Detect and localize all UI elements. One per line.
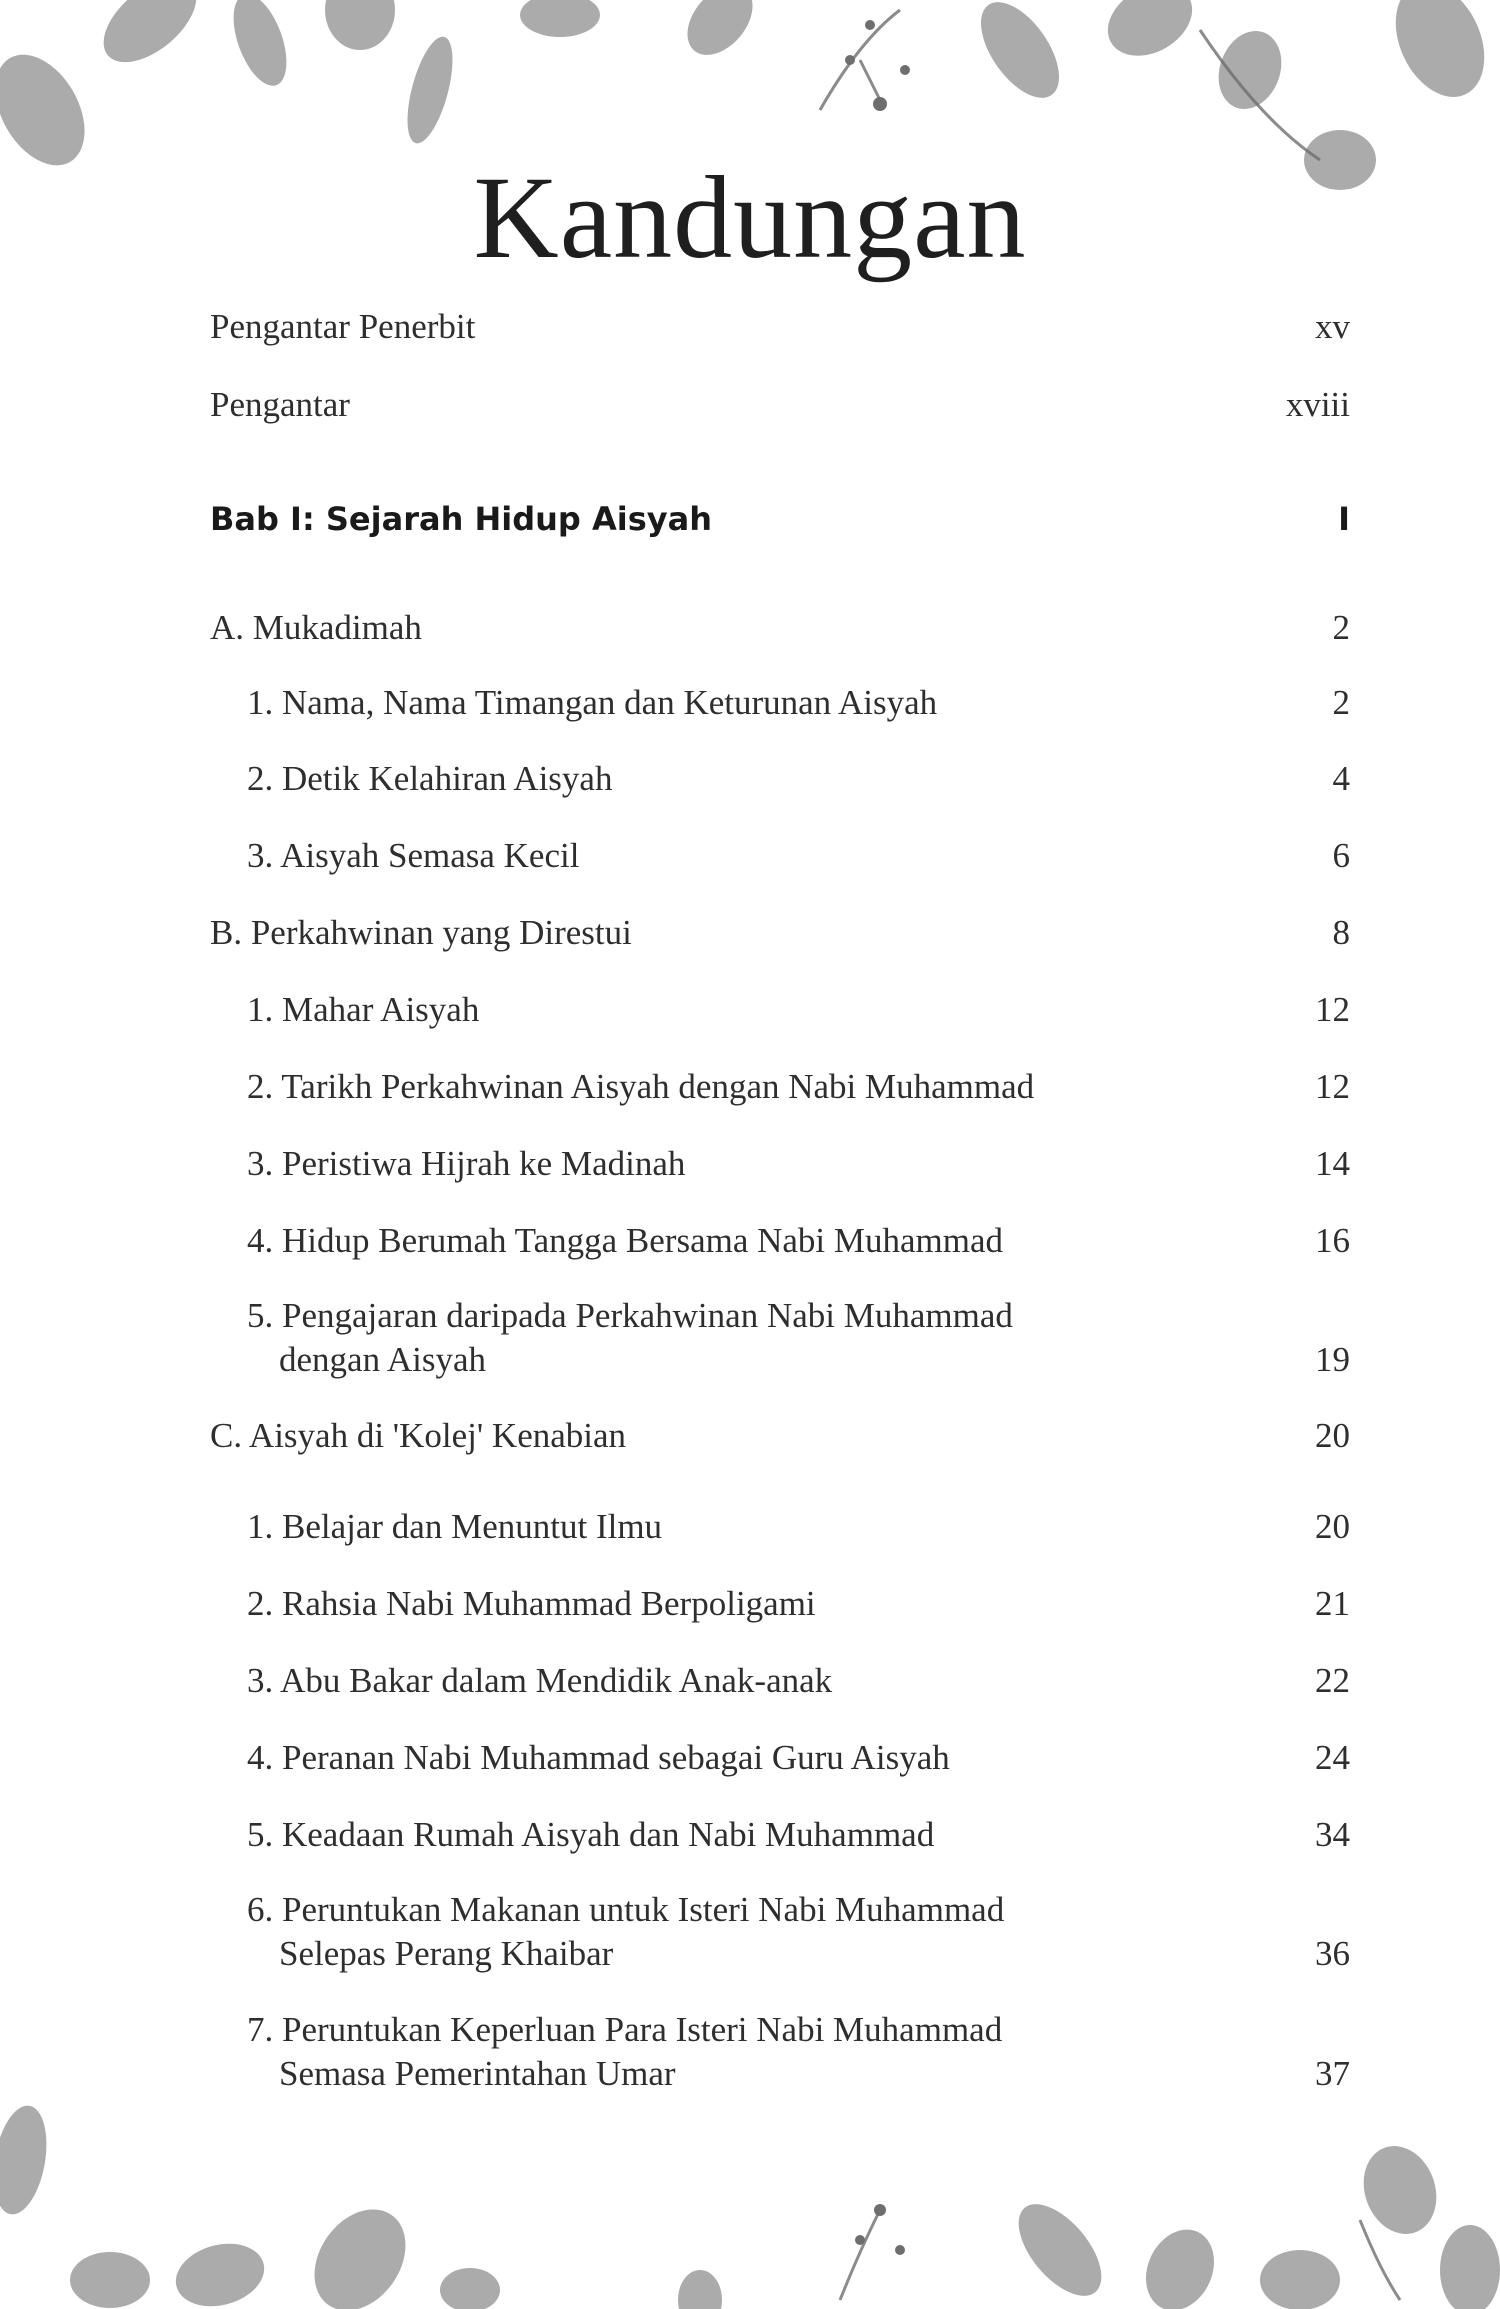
toc-entry-label: A. Mukadimah bbox=[210, 608, 422, 647]
chapter-title: Bab I: Sejarah Hidup Aisyah bbox=[210, 500, 712, 538]
toc-entry-page: 6 bbox=[1332, 836, 1350, 875]
toc-entry-label: 1. Belajar dan Menuntut Ilmu bbox=[247, 1507, 663, 1546]
toc-entry-page: 22 bbox=[1315, 1661, 1350, 1700]
toc-entry-label: 2. Detik Kelahiran Aisyah bbox=[247, 759, 613, 798]
toc-entry-page: 2 bbox=[1332, 683, 1350, 722]
toc-section-a[interactable] bbox=[210, 606, 1350, 650]
toc-entry-page: 36 bbox=[1315, 1934, 1350, 1973]
toc-entry-label: 1. Nama, Nama Timangan dan Keturunan Aisyah bbox=[247, 683, 938, 722]
toc-entry-label: 4. Hidup Berumah Tangga Bersama Nabi Muhammad bbox=[247, 1221, 1004, 1260]
toc-entry-pengantar[interactable] bbox=[210, 383, 1350, 427]
toc-subsection-c1[interactable] bbox=[247, 1505, 1350, 1549]
toc-subsection-c3[interactable] bbox=[247, 1659, 1350, 1703]
page-title: Kandungan bbox=[473, 152, 1027, 283]
toc-entry-label: Pengantar bbox=[210, 385, 350, 424]
toc-entry-label-line1: 6. Peruntukan Makanan untuk Isteri Nabi Muhammad bbox=[247, 1890, 1005, 1929]
toc-entry-page: 20 bbox=[1315, 1507, 1350, 1546]
toc-entry-label: 3. Aisyah Semasa Kecil bbox=[247, 836, 580, 875]
toc-entry-label: 4. Peranan Nabi Muhammad sebagai Guru Aisyah bbox=[247, 1738, 950, 1777]
toc-entry-label bbox=[247, 1294, 1290, 1382]
toc-subsection-a1[interactable] bbox=[247, 681, 1350, 725]
toc-entry-page: 37 bbox=[1315, 2054, 1350, 2093]
toc-subsection-c7[interactable] bbox=[247, 2008, 1350, 2096]
toc-entry-label: 3. Abu Bakar dalam Mendidik Anak-anak bbox=[247, 1661, 833, 1700]
toc-entry-label-line1: 5. Pengajaran daripada Perkahwinan Nabi Muhammad bbox=[247, 1296, 1013, 1335]
toc-subsection-b3[interactable] bbox=[247, 1142, 1350, 1186]
toc-entry-page: 12 bbox=[1315, 1067, 1350, 1106]
toc-entry-label bbox=[247, 1888, 1290, 1976]
toc-entry-page: 20 bbox=[1315, 1416, 1350, 1455]
toc-entry-label: C. Aisyah di 'Kolej' Kenabian bbox=[210, 1416, 627, 1455]
toc-entry-page: 4 bbox=[1332, 759, 1350, 798]
toc-entry-label: B. Perkahwinan yang Direstui bbox=[210, 913, 632, 952]
toc-entry-page: xviii bbox=[1285, 385, 1350, 424]
toc-subsection-a3[interactable] bbox=[247, 834, 1350, 878]
toc-entry-label-line1: 7. Peruntukan Keperluan Para Isteri Nabi Muhammad bbox=[247, 2010, 1003, 2049]
toc-entry-label: 3. Peristiwa Hijrah ke Madinah bbox=[247, 1144, 686, 1183]
toc-section-b[interactable] bbox=[210, 911, 1350, 955]
toc-subsection-c5[interactable] bbox=[247, 1813, 1350, 1857]
toc-entry-label: 2. Tarikh Perkahwinan Aisyah dengan Nabi Muhammad bbox=[247, 1067, 1035, 1106]
toc-subsection-c4[interactable] bbox=[247, 1736, 1350, 1780]
toc-entry-page: 19 bbox=[1315, 1340, 1350, 1379]
toc-entry-page: 12 bbox=[1315, 990, 1350, 1029]
toc-entry-label-line2: Semasa Pemerintahan Umar bbox=[279, 2054, 676, 2093]
toc-entry-label-line2: Selepas Perang Khaibar bbox=[279, 1934, 614, 1973]
toc-entry-page: 34 bbox=[1315, 1815, 1350, 1854]
toc-subsection-b1[interactable] bbox=[247, 988, 1350, 1032]
toc-entry-label: 1. Mahar Aisyah bbox=[247, 990, 480, 1029]
toc-entry-page: 2 bbox=[1332, 608, 1350, 647]
toc-subsection-b4[interactable] bbox=[247, 1219, 1350, 1263]
toc-subsection-c6[interactable] bbox=[247, 1888, 1350, 1976]
toc-entry-label: Pengantar Penerbit bbox=[210, 307, 476, 346]
toc-entry-page: 21 bbox=[1315, 1584, 1350, 1623]
toc-entry-page: xv bbox=[1315, 307, 1350, 346]
toc-chapter-bab-1[interactable] bbox=[210, 497, 1350, 541]
toc-entry-page: 24 bbox=[1315, 1738, 1350, 1777]
toc-section-c[interactable] bbox=[210, 1414, 1350, 1458]
chapter-page: I bbox=[1338, 500, 1350, 538]
toc-entry-page: 16 bbox=[1315, 1221, 1350, 1260]
toc-entry-label: 5. Keadaan Rumah Aisyah dan Nabi Muhammad bbox=[247, 1815, 935, 1854]
toc-entry-label: 2. Rahsia Nabi Muhammad Berpoligami bbox=[247, 1584, 816, 1623]
toc-subsection-a2[interactable] bbox=[247, 757, 1350, 801]
toc-entry-label bbox=[247, 2008, 1290, 2096]
toc-entry-pengantar-penerbit[interactable] bbox=[210, 305, 1350, 349]
toc-entry-page: 14 bbox=[1315, 1144, 1350, 1183]
toc-subsection-c2[interactable] bbox=[247, 1582, 1350, 1626]
toc-entry-page: 8 bbox=[1332, 913, 1350, 952]
toc-entry-label-line2: dengan Aisyah bbox=[279, 1340, 487, 1379]
toc-subsection-b2[interactable] bbox=[247, 1065, 1350, 1109]
toc-subsection-b5[interactable] bbox=[247, 1294, 1350, 1382]
